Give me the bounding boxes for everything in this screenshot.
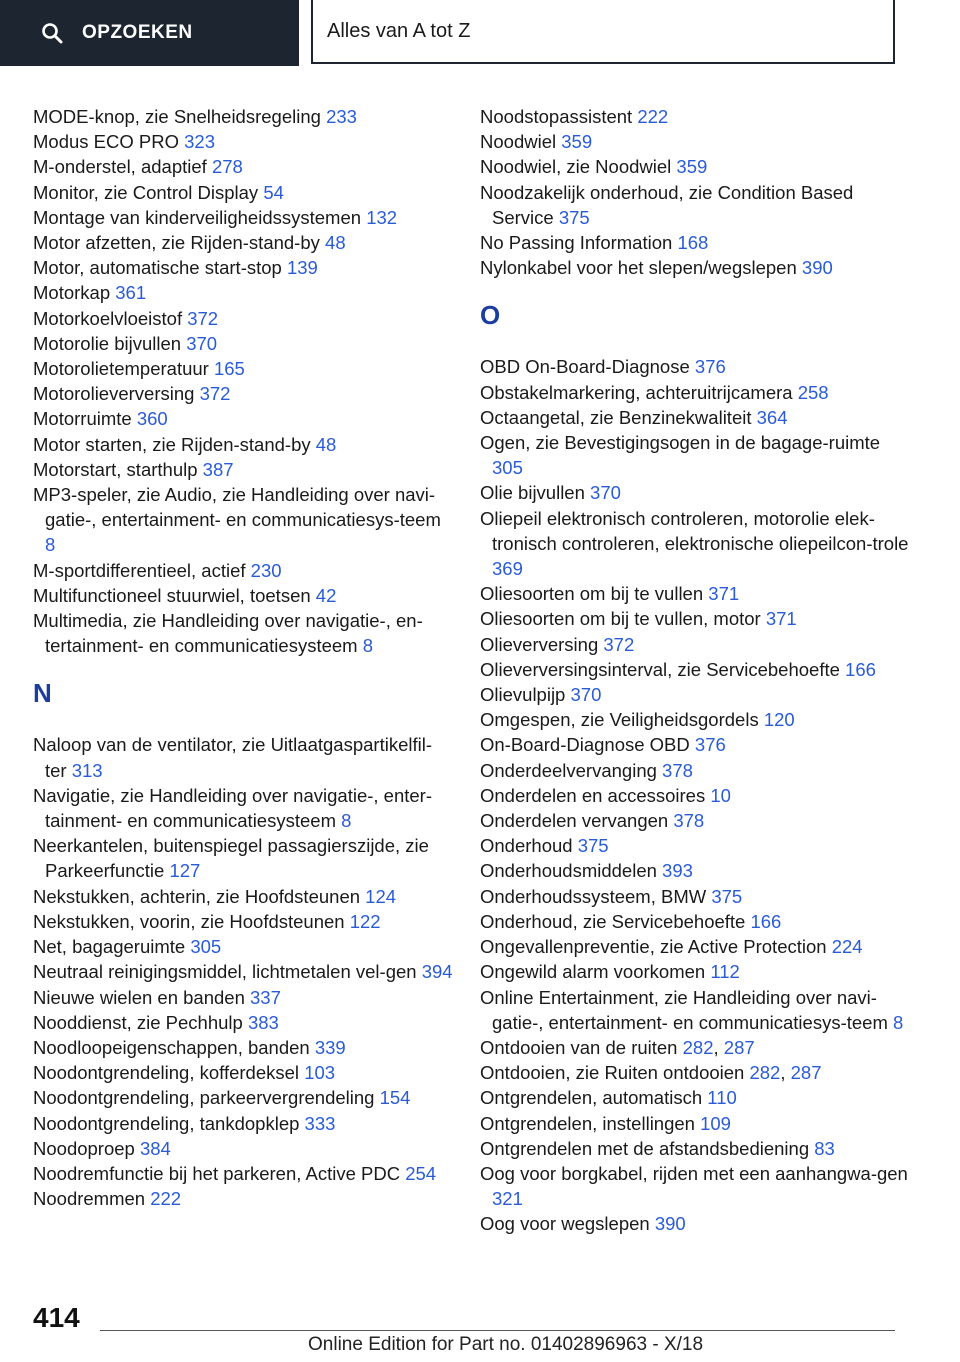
index-entry: [33, 129, 453, 154]
page-link[interactable]: 165: [213, 358, 245, 380]
page-link[interactable]: 370: [590, 482, 621, 504]
index-entry: [480, 154, 910, 179]
page-link[interactable]: 375: [577, 835, 609, 857]
index-entry: [480, 657, 910, 682]
page-link[interactable]: 8: [362, 635, 374, 657]
index-entry: [33, 406, 453, 431]
index-term: Modus ECO PRO: [33, 131, 185, 153]
index-entry: [33, 255, 453, 280]
index-term: Onderdelen en accessoires: [480, 784, 711, 806]
index-term: Ontgrendelen, instellingen: [480, 1112, 701, 1134]
page-link[interactable]: 224: [831, 936, 863, 958]
page-link[interactable]: 254: [405, 1162, 437, 1184]
page-link[interactable]: 337: [250, 986, 281, 1008]
index-term: Noodontgrendeling, parkeervergrendeling: [33, 1087, 380, 1109]
index-term: MP3-speler, zie Audio, zie Handleiding over navi-gatie-, entertainment- en communicatiesys-teem: [33, 484, 441, 531]
index-entry: [480, 959, 910, 984]
index-term: Obstakelmarkering, achteruitrijcamera: [480, 381, 798, 403]
breadcrumb-label: Alles van A tot Z: [327, 19, 471, 42]
index-entry: [480, 180, 910, 230]
index-column-right: [480, 104, 910, 1237]
index-entry: [33, 909, 453, 934]
page-link[interactable]: 124: [365, 885, 397, 907]
index-entry: [480, 909, 910, 934]
index-term: Oog voor wegslepen: [480, 1213, 655, 1235]
index-term: Onderhoudsmiddelen: [480, 860, 663, 882]
index-entry: [33, 205, 453, 230]
index-entry: [33, 732, 453, 782]
index-entry: [33, 985, 453, 1010]
page-link[interactable]: 359: [676, 156, 708, 178]
page-link[interactable]: 375: [711, 885, 743, 907]
page-link[interactable]: 394: [421, 961, 453, 983]
index-entry: [480, 354, 910, 379]
index-entry: [480, 1161, 910, 1211]
page-link[interactable]: 333: [304, 1112, 336, 1134]
index-term: Noodremmen: [33, 1188, 151, 1210]
index-entry: [33, 833, 453, 883]
index-entry: [33, 104, 453, 129]
page-link[interactable]: 378: [673, 810, 705, 832]
index-entry: [33, 482, 453, 558]
page-link[interactable]: 54: [263, 181, 284, 203]
page-link[interactable]: 282: [749, 1062, 781, 1084]
index-entry: [480, 758, 910, 783]
page-link[interactable]: 376: [694, 356, 726, 378]
page-link[interactable]: 370: [186, 332, 218, 354]
index-entry: [33, 280, 453, 305]
section-letter: O: [480, 300, 501, 331]
index-term: Onderhoud, zie Servicebehoefte: [480, 910, 751, 932]
index-entry: [480, 1211, 910, 1236]
index-term: Oliesoorten om bij te vullen, motor: [480, 608, 766, 630]
page-link[interactable]: 103: [304, 1062, 336, 1084]
index-entry: [33, 381, 453, 406]
page-link[interactable]: 372: [603, 633, 635, 655]
page-link[interactable]: 42: [315, 584, 337, 606]
page-link[interactable]: 10: [710, 784, 731, 806]
index-term: Noodstopassistent: [480, 106, 638, 127]
page-link[interactable]: 371: [765, 608, 797, 630]
index-term: Navigatie, zie Handleiding over navigatie-, enter-tainment- en communicatiesysteem: [33, 784, 432, 832]
index-term: Montage van kinderveiligheidssystemen: [33, 206, 367, 228]
page-link[interactable]: 168: [677, 232, 709, 254]
search-icon: [40, 21, 64, 45]
page-link[interactable]: 364: [756, 406, 788, 428]
page-link[interactable]: 110: [707, 1087, 737, 1109]
footer-edition: Online Edition for Part no. 01402896963 - X/18: [308, 1334, 704, 1355]
page-link[interactable]: 390: [801, 257, 833, 279]
index-entry: [480, 405, 910, 430]
index-entry: [33, 608, 453, 658]
page-link[interactable]: 305: [492, 457, 523, 479]
index-term: Motorkoelvloeistof: [33, 307, 188, 329]
index-entry: [33, 1085, 453, 1110]
index-term: Multimedia, zie Handleiding over navigatie-, en-tertainment- en communicatiesysteem: [33, 610, 423, 657]
index-term: Nekstukken, voorin, zie Hoofdsteunen: [33, 910, 350, 932]
index-term: Noodloopeigenschappen, banden: [33, 1036, 315, 1058]
page-link[interactable]: 390: [654, 1213, 686, 1235]
index-term: Noodwiel, zie Noodwiel: [480, 156, 677, 178]
index-term: Nekstukken, achterin, zie Hoofdsteunen: [33, 885, 366, 907]
index-term: Noodremfunctie bij het parkeren, Active PDC: [33, 1162, 406, 1184]
page-link[interactable]: 233: [326, 106, 357, 127]
index-entry: [33, 230, 453, 255]
index-entry: [480, 884, 910, 909]
index-entry: [480, 632, 910, 657]
page-link[interactable]: 393: [662, 860, 693, 882]
index-entry: [33, 583, 453, 608]
index-term: Online Entertainment, zie Handleiding over navi-gatie-, entertainment- en communicatiesys-teem: [480, 986, 894, 1033]
page-link[interactable]: 112: [710, 961, 740, 983]
index-entry: [480, 255, 910, 280]
index-term: Motorolietemperatuur: [33, 358, 214, 380]
index-term: Motorstart, starthulp: [33, 458, 203, 480]
index-term: Noodzakelijk onderhoud, zie Condition Based Service: [480, 181, 854, 228]
index-term: Oog voor borgkabel, rijden met een aanhangwa-gen: [480, 1162, 908, 1184]
page-link[interactable]: 8: [893, 1011, 904, 1033]
page-link[interactable]: 127: [169, 860, 201, 882]
index-entry: [480, 104, 910, 129]
index-term: Ongevallenpreventie, zie Active Protection: [480, 936, 832, 958]
index-term: OBD On-Board-Diagnose: [480, 356, 695, 378]
index-term: Noodontgrendeling, tankdopklep: [33, 1112, 305, 1134]
page-link[interactable]: 383: [247, 1011, 279, 1033]
page-link[interactable]: 154: [379, 1087, 411, 1109]
page-link[interactable]: 359: [561, 131, 593, 153]
page-link[interactable]: 166: [845, 658, 876, 680]
index-term: Nylonkabel voor het slepen/wegslepen: [480, 257, 802, 279]
index-term: Onderdeelvervanging: [480, 759, 663, 781]
index-entry: [480, 833, 910, 858]
index-term: Omgespen, zie Veiligheidsgordels: [480, 709, 764, 731]
index-term: Oliesoorten om bij te vullen: [480, 583, 709, 605]
index-entry: [33, 1186, 453, 1211]
index-entry: [480, 808, 910, 833]
index-term: Neutraal reinigingsmiddel, lichtmetalen vel-gen: [33, 961, 422, 983]
index-term: Noodontgrendeling, kofferdeksel: [33, 1062, 305, 1084]
index-entry: [480, 1085, 910, 1110]
index-entry: [33, 1010, 453, 1035]
index-term: Net, bagageruimte: [33, 936, 191, 958]
index-entry: [33, 1136, 453, 1161]
search-label: OPZOEKEN: [82, 22, 193, 43]
page-link[interactable]: 48: [315, 433, 337, 455]
page-link[interactable]: 139: [286, 257, 318, 279]
index-term: Olie bijvullen: [480, 482, 591, 504]
index-entry: [480, 581, 910, 606]
index-term: Motorolieverversing: [33, 383, 200, 405]
index-entry: [33, 934, 453, 959]
index-term: Onderdelen vervangen: [480, 810, 674, 832]
index-entry: [480, 858, 910, 883]
page-link[interactable]: 305: [190, 936, 222, 958]
index-term: MODE-knop, zie Snelheidsregeling: [33, 106, 327, 127]
page-link[interactable]: 369: [492, 558, 523, 580]
index-entry: [480, 732, 910, 757]
page-link[interactable]: 384: [139, 1137, 171, 1159]
index-term: Ontdooien van de ruiten: [480, 1036, 683, 1058]
page-link[interactable]: 287: [790, 1062, 822, 1084]
index-entry: [33, 1035, 453, 1060]
index-term: Onderhoudssysteem, BMW: [480, 885, 712, 907]
page-link[interactable]: 166: [750, 910, 782, 932]
page-link[interactable]: 282: [682, 1036, 714, 1058]
page-link[interactable]: 361: [115, 282, 147, 304]
index-entry: [33, 432, 453, 457]
index-entry: [480, 380, 910, 405]
page-link[interactable]: 258: [797, 381, 829, 403]
index-entry: [480, 934, 910, 959]
index-entry: [480, 230, 910, 255]
index-entry: [480, 606, 910, 631]
page-link[interactable]: 122: [349, 910, 381, 932]
index-entry: Ontdooien, zie Ruiten ontdooien 282, 287: [480, 1062, 822, 1084]
page-link[interactable]: 375: [558, 206, 590, 228]
index-entry: [480, 682, 910, 707]
index-term: Neerkantelen, buitenspiegel passagierszijde, zie Parkeerfunctie: [33, 835, 429, 882]
page-link[interactable]: 83: [814, 1137, 835, 1159]
index-term: Oliepeil elektronisch controleren, motorolie elek-tronisch controleren, elektronische oliepeilcon-trole: [480, 507, 909, 554]
index-entry: [480, 985, 910, 1035]
index-term: Ontgrendelen, automatisch: [480, 1087, 708, 1109]
index-term: Motorkap: [33, 282, 116, 304]
index-entry: [33, 1161, 453, 1186]
index-term: Noodoproep: [33, 1137, 140, 1159]
index-term: Multifunctioneel stuurwiel, toetsen: [33, 584, 316, 606]
index-entry: [33, 558, 453, 583]
page-link[interactable]: 372: [187, 307, 219, 329]
index-entry: [480, 506, 910, 582]
index-entry: [33, 180, 453, 205]
page-link[interactable]: 376: [694, 734, 726, 756]
index-term: No Passing Information: [480, 232, 678, 254]
breadcrumb[interactable]: [311, 0, 895, 64]
index-term: Motor afzetten, zie Rijden-stand-by: [33, 232, 326, 254]
search-tab[interactable]: [0, 0, 299, 66]
page-link[interactable]: 278: [211, 156, 243, 178]
index-term: Motor, automatische start-stop: [33, 257, 287, 279]
page-link[interactable]: 323: [184, 131, 216, 153]
index-term: Noodwiel: [480, 131, 562, 153]
page-link[interactable]: 48: [325, 232, 346, 254]
index-entry: [480, 129, 910, 154]
page-link[interactable]: 339: [314, 1036, 346, 1058]
page-link[interactable]: 378: [662, 759, 693, 781]
index-term: Nooddienst, zie Pechhulp: [33, 1011, 248, 1033]
index-term: M-onderstel, adaptief: [33, 156, 212, 178]
index-entry: [33, 457, 453, 482]
page-link[interactable]: 109: [700, 1112, 731, 1134]
index-term: M-sportdifferentieel, actief: [33, 559, 251, 581]
index-term: Ontdooien, zie Ruiten ontdooien: [480, 1062, 750, 1084]
footer-divider: [100, 1330, 895, 1331]
page-link[interactable]: 372: [199, 383, 231, 405]
index-entry: Ontdooien van de ruiten 282, 287: [480, 1036, 755, 1058]
index-term: Octaangetal, zie Benzinekwaliteit: [480, 406, 757, 428]
top-navigation: [0, 0, 960, 66]
index-entry: [480, 480, 910, 505]
page-link[interactable]: 222: [150, 1188, 182, 1210]
index-term: Motorruimte: [33, 408, 137, 430]
index-entry: [33, 783, 453, 833]
page-link[interactable]: 8: [45, 534, 56, 556]
section-letter: N: [33, 678, 52, 709]
index-entry: [33, 306, 453, 331]
page-link[interactable]: 371: [708, 583, 740, 605]
page-link[interactable]: 313: [71, 759, 103, 781]
index-column-left: [33, 104, 453, 1211]
page-link[interactable]: 370: [570, 684, 602, 706]
index-term: Onderhoud: [480, 835, 578, 857]
page-link[interactable]: 360: [136, 408, 168, 430]
index-term: Motor starten, zie Rijden-stand-by: [33, 433, 316, 455]
index-term: Olieverversing: [480, 633, 604, 655]
index-term: Olievulpijp: [480, 684, 571, 706]
index-term: On-Board-Diagnose OBD: [480, 734, 695, 756]
page-link[interactable]: 222: [637, 106, 669, 127]
index-entry: [33, 959, 453, 984]
index-term: Ongewild alarm voorkomen: [480, 961, 711, 983]
index-term: Olieverversingsinterval, zie Servicebehoefte: [480, 658, 846, 680]
index-entry: [33, 1060, 453, 1085]
index-term: Ontgrendelen met de afstandsbediening: [480, 1137, 815, 1159]
page-number: 414: [33, 1302, 80, 1333]
page-link[interactable]: 8: [341, 810, 352, 832]
index-entry: [480, 1111, 910, 1136]
index-entry: [33, 331, 453, 356]
page-link[interactable]: 387: [202, 458, 234, 480]
index-entry: [33, 154, 453, 179]
page-link[interactable]: 230: [250, 559, 282, 581]
index-entry: [480, 1136, 910, 1161]
index-entry: [33, 884, 453, 909]
index-entry: [33, 1111, 453, 1136]
page-link[interactable]: 132: [366, 206, 398, 228]
index-term: Motorolie bijvullen: [33, 332, 187, 354]
index-term: Monitor, zie Control Display: [33, 181, 264, 203]
page-link[interactable]: 120: [763, 709, 795, 731]
index-term: Naloop van de ventilator, zie Uitlaatgaspartikelfil-ter: [33, 734, 432, 781]
page-link[interactable]: 321: [492, 1188, 523, 1210]
index-entry: [480, 707, 910, 732]
index-entry: [33, 356, 453, 381]
index-entry: [480, 783, 910, 808]
page-link[interactable]: 287: [723, 1036, 755, 1058]
index-entry: [480, 430, 910, 480]
index-term: Nieuwe wielen en banden: [33, 986, 251, 1008]
index-term: Ogen, zie Bevestigingsogen in de bagage-ruimte: [480, 432, 881, 454]
